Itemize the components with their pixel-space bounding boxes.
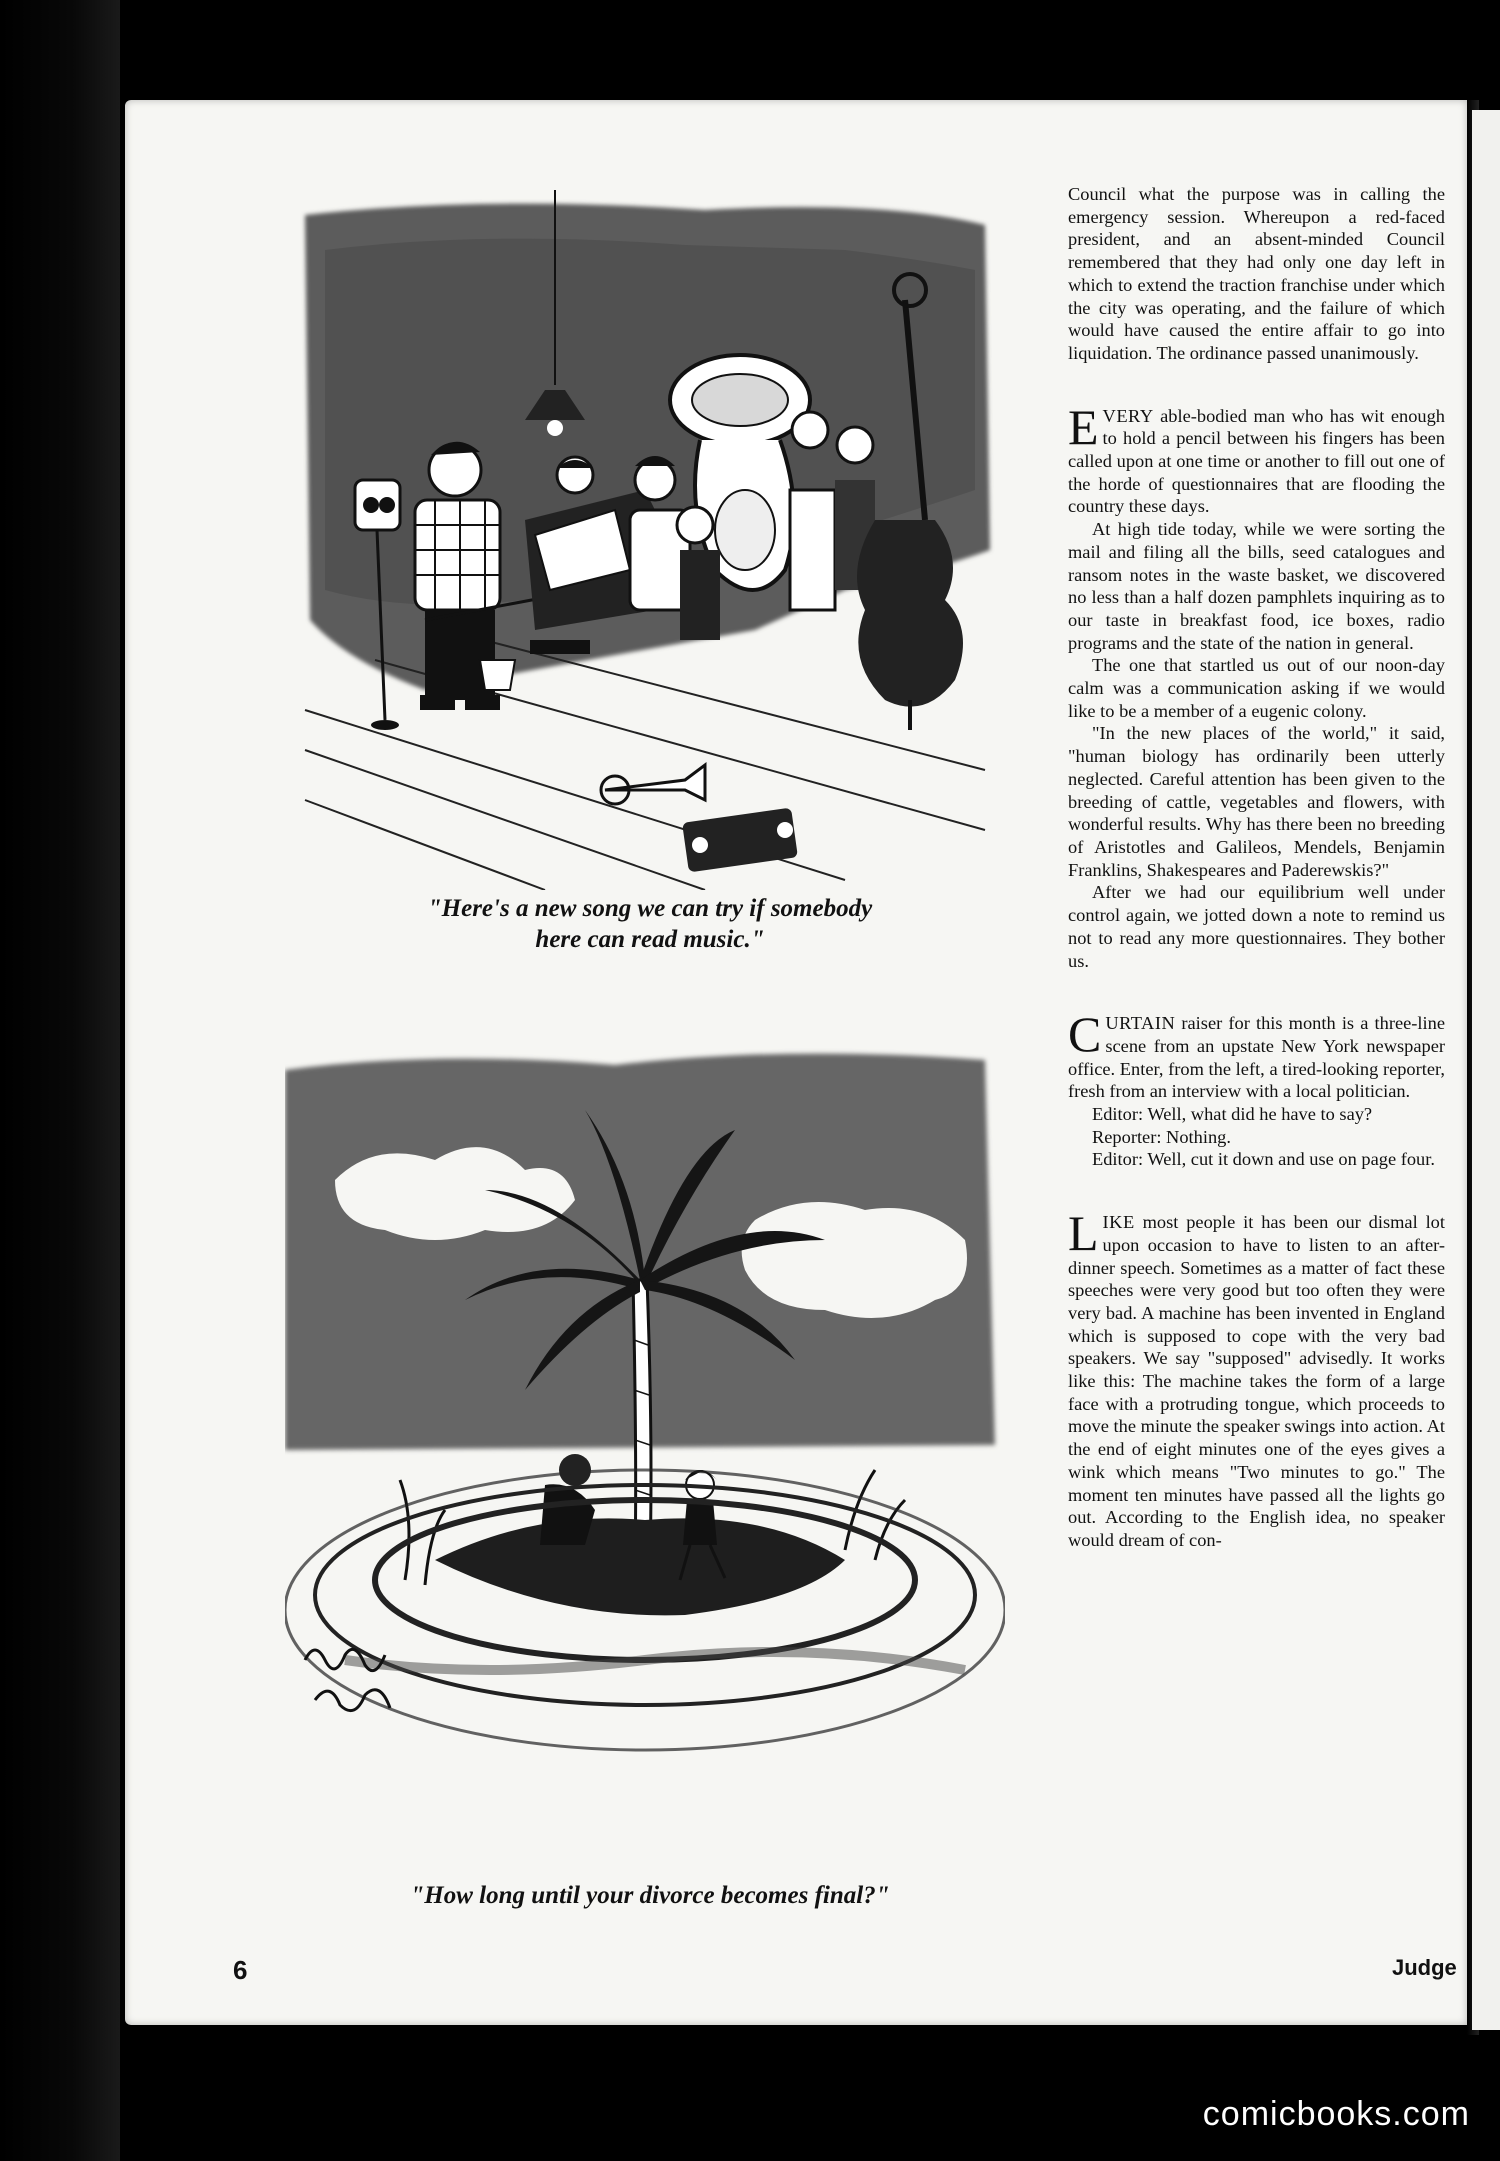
dropcap-l: L <box>1068 1205 1099 1262</box>
caption-1-line2: here can read music." <box>535 926 765 953</box>
paragraph-every: able-bodied man who has wit enough to hold a pencil between his fingers has been called upon at one time or another to fill out one of the horde of questionnaires that are flooding the country these days. <box>1068 405 1445 517</box>
item-after-dinner <box>1068 1205 1445 1552</box>
dropcap-e: E <box>1068 398 1099 455</box>
item-questionnaires <box>1068 398 1445 973</box>
paragraph-eugenic: The one that startled us out of our noon-day calm was a communication asking if we would like to be a member of a eugenic colony. <box>1068 655 1445 721</box>
facing-page-edge <box>1472 110 1500 2030</box>
dropcap-c: C <box>1068 1006 1102 1063</box>
page-number: 6 <box>233 1955 248 1985</box>
magazine-name: Judge <box>1392 1955 1457 1980</box>
scan-left-border <box>0 0 120 2161</box>
caption-1-line1: "Here's a new song we can try if somebody <box>427 895 873 922</box>
paragraph-council: Council what the purpose was in calling the emergency session. Whereupon a red-faced president, and an absent-minded Council remembered that they had only one day left in which to extend the traction franchise under which the city was operating, and the failure of which would have caused the entire affair to go into liquidation. The ordinance passed unanimously. <box>1068 184 1445 363</box>
dialogue-editor-2: Editor: Well, cut it down and use on page four. <box>1092 1149 1435 1170</box>
item-curtain-raiser <box>1068 1006 1445 1171</box>
cartoon-2-caption: "How long until your divorce becomes final?" <box>410 1882 890 1909</box>
paragraph-high-tide: At high tide today, while we were sorting the mail and filing all the bills, seed catalogues and ransom notes in the waste basket, we discovered no less than a half dozen pamphlets inquiring as to our taste in breakfast food, ice boxes, radio programs and the state of the nation in general. <box>1068 519 1445 653</box>
cartoon-1-caption <box>355 893 945 955</box>
cartoon-desert-island <box>285 1040 1005 1880</box>
dialogue-reporter: Reporter: Nothing. <box>1092 1126 1231 1147</box>
dialogue-editor-1: Editor: Well, what did he have to say? <box>1092 1104 1373 1125</box>
paragraph-curtain: raiser for this month is a three-line scene from an upstate New York newspaper office. Enter, from the left, a tired-looking reporter, fresh from an interview with a local politician. <box>1068 1013 1445 1102</box>
cartoon-band-rehearsal <box>285 190 1005 890</box>
lead-word-curtain: URTAIN <box>1105 1013 1176 1034</box>
paragraph-equilibrium: After we had our equilibrium well under control again, we jotted down a note to remind us not to read any more questionnaires. They bother us. <box>1068 882 1445 971</box>
paragraph-quote: "In the new places of the world," it said, "human biology has ordinarily been utterly neglected. Careful attention has been given to the breeding of cattle, vegetables and flowers, with wonderful results. Why has there been no breeding of Aristotles and Galileos, Mendels, Benjamin Franklins, Shakespeares and Paderewskis?" <box>1068 723 1445 880</box>
paragraph-like: most people it has been our dismal lot upon occasion to have to listen to an after-dinner speech. Sometimes as a matter of fact these speeches were very good but too often they were very bad. A machine has been invented in England which is supposed to cope with the very bad speakers. We say "supposed" advisedly. It works like this: The machine takes the form of a large face with a protruding tongue, which proceeds to move the minute the speaker swings into action. At the end of eight minutes one of the eyes gives a wink which means "Two minutes to go." The moment ten minutes have passed all the lights go out. According to the English idea, no speaker would dream of con- <box>1068 1212 1445 1550</box>
source-watermark: comicbooks.com <box>1202 2095 1470 2133</box>
lead-word-every: VERY <box>1102 405 1154 426</box>
article-column <box>1068 183 1445 1552</box>
lead-word-like: IKE <box>1102 1212 1135 1233</box>
